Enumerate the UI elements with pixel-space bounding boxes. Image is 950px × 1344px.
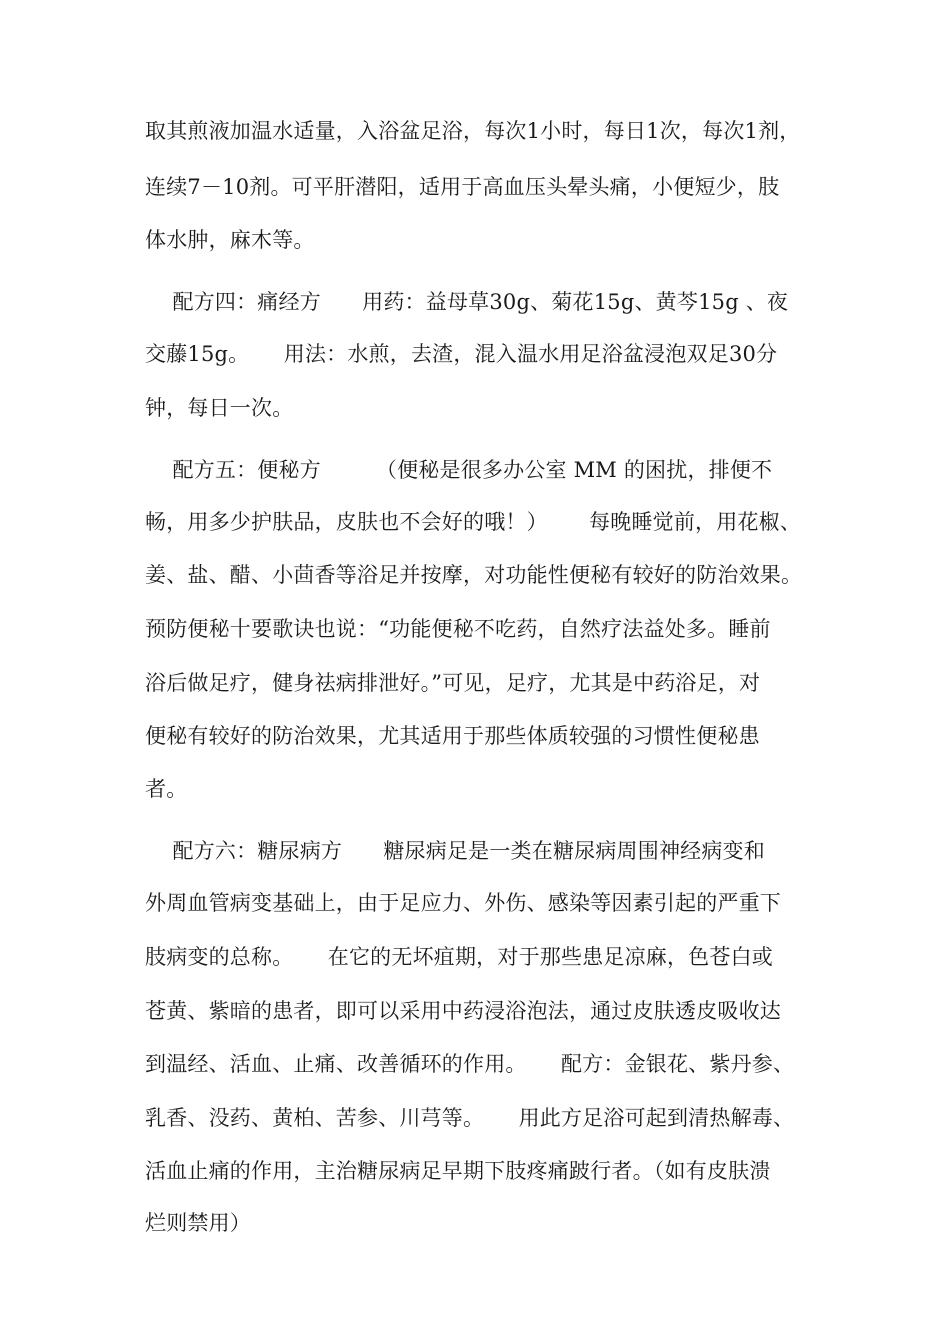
- text-line: 体水肿，麻木等。: [145, 228, 315, 252]
- text-line: 预防便秘十要歌诀也说：“功能便秘不吃药，自然疗法益处多。睡前: [145, 617, 771, 641]
- text-line: 钟，每日一次。: [145, 396, 294, 420]
- text-line: 到温经、活血、止痛、改善循环的作用。 配方：金银花、紫丹参、: [145, 1052, 795, 1076]
- text-line: 外周血管病变基础上，由于足应力、外伤、感染等因素引起的严重下: [145, 891, 781, 915]
- text-line: 连续7－10剂。可平肝潜阳，适用于高血压头晕头痛，小便短少，肢: [145, 175, 780, 199]
- text-line: 烂则禁用）: [145, 1211, 251, 1235]
- text-line: 浴后做足疗，健身祛病排泄好。”可见，足疗，尤其是中药浴足，对: [145, 671, 761, 695]
- text-line: 取其煎液加温水适量，入浴盆足浴，每次1小时，每日1次，每次1剂，: [145, 119, 801, 143]
- text-line: 配方四：痛经方 用药：益母草30g、菊花15g、黄芩15g 、夜: [145, 290, 789, 314]
- text-line: 配方六：糖尿病方 糖尿病足是一类在糖尿病周围神经病变和: [145, 839, 765, 863]
- text-line: 姜、盐、醋、小茴香等浴足并按摩，对功能性便秘有较好的防治效果。: [145, 563, 803, 587]
- text-line: 畅，用多少护肤品，皮肤也不会好的哦！） 每晚睡觉前，用花椒、: [145, 510, 802, 534]
- text-line: 配方五：便秘方 （便秘是很多办公室 MM 的困扰，排便不: [145, 458, 773, 482]
- text-line: 者。: [145, 777, 188, 801]
- text-line: 便秘有较好的防治效果，尤其适用于那些体质较强的习惯性便秘患: [145, 724, 760, 748]
- text-line: 肢病变的总称。 在它的无坏疽期，对于那些患足凉麻，色苍白或: [145, 945, 773, 969]
- text-line: 乳香、没药、黄柏、苦参、川芎等。 用此方足浴可起到清热解毒、: [145, 1106, 795, 1130]
- text-line: 苍黄、紫暗的患者，即可以采用中药浸浴泡法，通过皮肤透皮吸收达: [145, 999, 781, 1023]
- text-line: 交藤15g。 用法：水煎，去渣，混入温水用足浴盆浸泡双足30分: [145, 342, 778, 366]
- text-line: 活血止痛的作用，主治糖尿病足早期下肢疼痛跛行者。（如有皮肤溃: [145, 1159, 771, 1183]
